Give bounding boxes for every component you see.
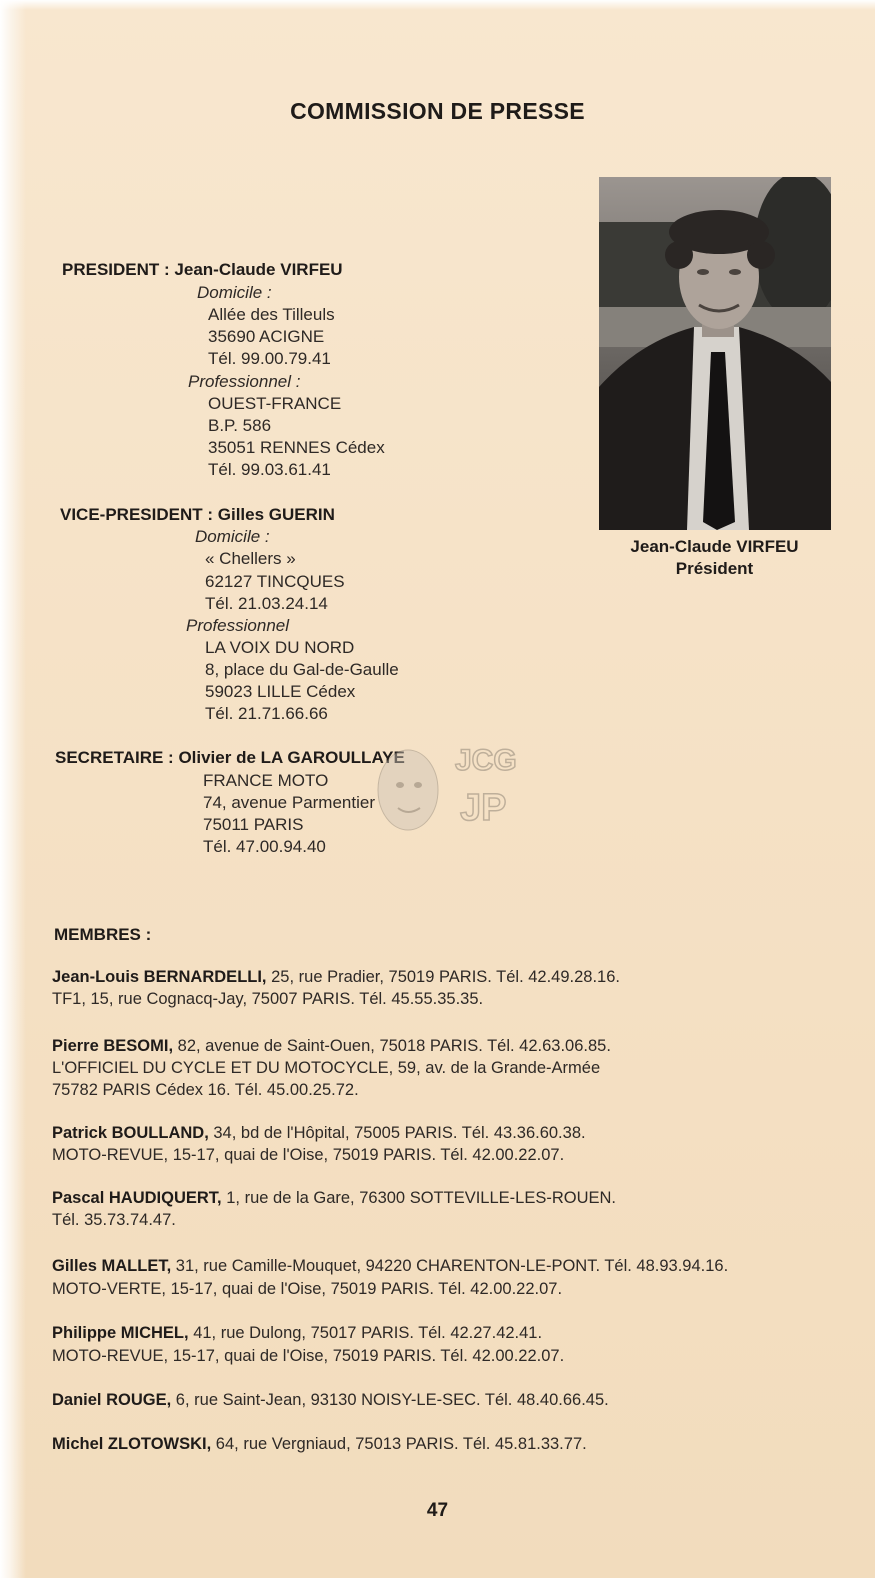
vice-president-pro-line: 59023 LILLE Cédex — [205, 682, 356, 701]
secretaire-heading — [55, 748, 405, 768]
president-name: Jean-Claude VIRFEU — [174, 260, 343, 279]
president-pro-label: Professionnel : — [188, 372, 301, 391]
president-portrait-photo — [599, 177, 831, 530]
page-number: 47 — [426, 1500, 449, 1521]
vice-president-pro-line: 8, place du Gal-de-Gaulle — [205, 660, 399, 679]
member-entry — [52, 1124, 586, 1143]
member-entry — [52, 1324, 542, 1343]
vice-president-pro-line: Tél. 21.71.66.66 — [205, 704, 328, 723]
photo-caption-name: Jean-Claude VIRFEU — [630, 537, 799, 556]
president-domicile-line: 35690 ACIGNE — [208, 327, 325, 346]
member-work-line: L'OFFICIEL DU CYCLE ET DU MOTOCYCLE, 59, av. de la Grande-Armée — [52, 1059, 601, 1077]
member-address: 6, rue Saint-Jean, 93130 NOISY-LE-SEC. Tél. 48.40.66.45. — [175, 1391, 609, 1409]
vice-president-pro-line: LA VOIX DU NORD — [205, 638, 355, 657]
secretaire-line: 75011 PARIS — [203, 815, 304, 834]
member-work-line: Tél. 35.73.74.47. — [52, 1211, 176, 1229]
member-work-line: MOTO-VERTE, 15-17, quai de l'Oise, 75019 PARIS. Tél. 42.00.22.07. — [52, 1280, 563, 1298]
secretaire-role: SECRETAIRE : — [55, 748, 174, 767]
member-work-line: MOTO-REVUE, 15-17, quai de l'Oise, 75019 PARIS. Tél. 42.00.22.07. — [52, 1347, 565, 1365]
vice-president-pro-label: Professionnel — [186, 616, 290, 635]
member-name: Philippe MICHEL, — [52, 1324, 189, 1342]
vice-president-name: Gilles GUERIN — [217, 505, 335, 524]
member-name: Daniel ROUGE, — [52, 1391, 172, 1409]
member-address: 34, bd de l'Hôpital, 75005 PARIS. Tél. 43.36.60.38. — [213, 1124, 586, 1142]
vice-president-domicile-line: 62127 TINCQUES — [205, 572, 345, 591]
portrait-image — [599, 177, 831, 530]
member-entry — [52, 968, 620, 987]
secretaire-line: FRANCE MOTO — [203, 771, 329, 790]
president-pro-line: Tél. 99.03.61.41 — [208, 460, 331, 479]
member-name: Michel ZLOTOWSKI, — [52, 1435, 212, 1453]
vice-president-domicile-line: « Chellers » — [205, 549, 296, 568]
page-title: COMMISSION DE PRESSE — [290, 98, 585, 124]
president-pro-line: 35051 RENNES Cédex — [208, 438, 385, 457]
president-domicile-line: Allée des Tilleuls — [208, 305, 335, 324]
member-work-line: MOTO-REVUE, 15-17, quai de l'Oise, 75019 PARIS. Tél. 42.00.22.07. — [52, 1146, 565, 1164]
secretaire-line: Tél. 47.00.94.40 — [203, 837, 326, 856]
member-entry — [52, 1435, 587, 1454]
member-name: Pierre BESOMI, — [52, 1037, 174, 1055]
member-work-line: TF1, 15, rue Cognacq-Jay, 75007 PARIS. Tél. 45.55.35.35. — [52, 990, 484, 1008]
member-entry — [52, 1189, 616, 1208]
secretaire-name: Olivier de LA GAROULLAYE — [178, 748, 405, 767]
membres-label: MEMBRES : — [54, 925, 152, 944]
member-address: 25, rue Pradier, 75019 PARIS. Tél. 42.49.28.16. — [271, 968, 620, 986]
member-name: Gilles MALLET, — [52, 1257, 172, 1275]
member-address: 31, rue Camille-Mouquet, 94220 CHARENTON-LE-PONT. Tél. 48.93.94.16. — [175, 1257, 729, 1275]
member-name: Pascal HAUDIQUERT, — [52, 1189, 222, 1207]
jcg-jp-stamp-logo — [360, 730, 520, 840]
membres-heading — [54, 925, 151, 945]
member-entry — [52, 1257, 728, 1276]
member-entry — [52, 1391, 609, 1410]
svg-text:JP: JP — [460, 787, 507, 829]
member-work-line: 75782 PARIS Cédex 16. Tél. 45.00.25.72. — [52, 1081, 359, 1099]
vice-president-heading — [60, 505, 335, 525]
president-domicile-line: Tél. 99.00.79.41 — [208, 349, 331, 368]
secretaire-line: 74, avenue Parmentier — [203, 793, 375, 812]
president-role: PRESIDENT : — [62, 260, 170, 279]
member-address: 64, rue Vergniaud, 75013 PARIS. Tél. 45.81.33.77. — [215, 1435, 587, 1453]
president-heading — [62, 260, 343, 280]
president-pro-line: OUEST-FRANCE — [208, 394, 342, 413]
vice-president-role: VICE-PRESIDENT : — [60, 505, 214, 524]
member-name: Jean-Louis BERNARDELLI, — [52, 968, 267, 986]
photo-caption-role: Président — [675, 559, 754, 578]
torn-left-edge — [0, 0, 26, 1578]
member-name: Patrick BOULLAND, — [52, 1124, 209, 1142]
svg-text:JCG: JCG — [455, 744, 517, 777]
president-pro-line: B.P. 586 — [208, 416, 272, 435]
vice-president-domicile-label: Domicile : — [195, 527, 270, 546]
president-domicile-label: Domicile : — [197, 283, 272, 302]
vice-president-domicile-line: Tél. 21.03.24.14 — [205, 594, 328, 613]
member-address: 82, avenue de Saint-Ouen, 75018 PARIS. Tél. 42.63.06.85. — [177, 1037, 611, 1055]
page-top-edge — [0, 0, 875, 10]
member-address: 41, rue Dulong, 75017 PARIS. Tél. 42.27.42.41. — [193, 1324, 543, 1342]
member-entry — [52, 1037, 611, 1056]
member-address: 1, rue de la Gare, 76300 SOTTEVILLE-LES-ROUEN. — [226, 1189, 616, 1207]
